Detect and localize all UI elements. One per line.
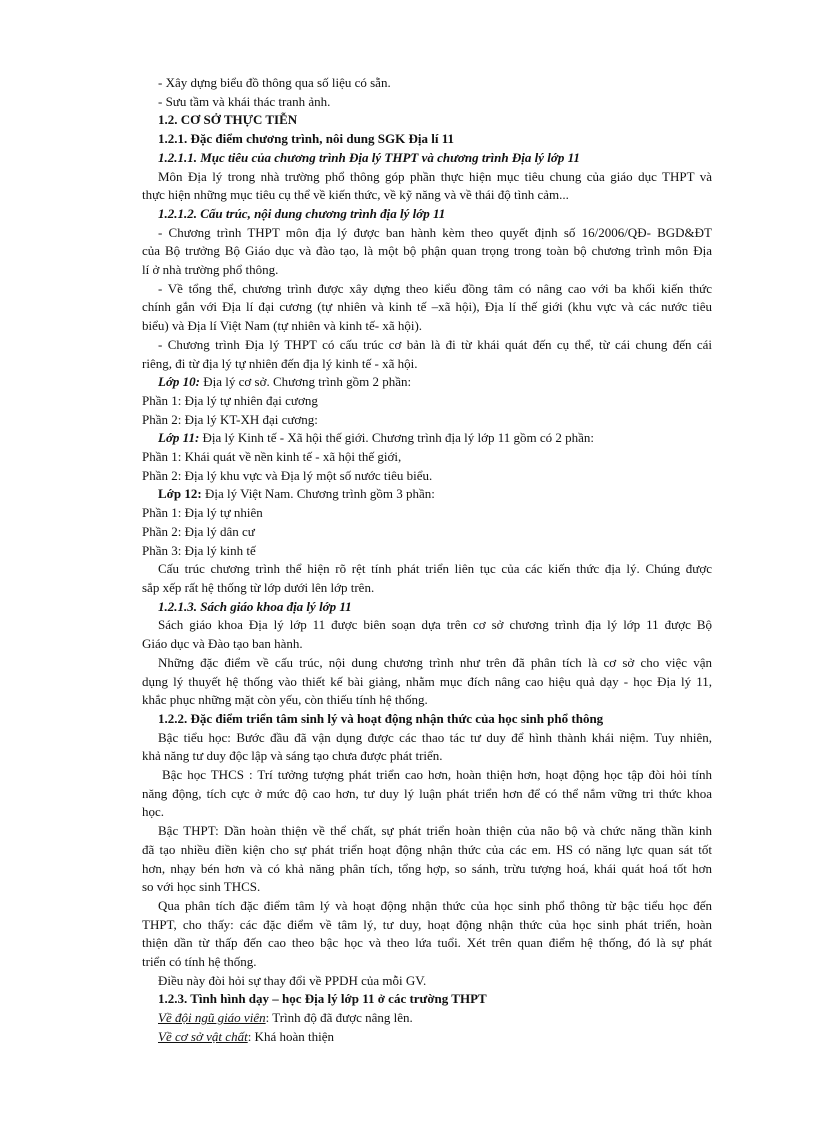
part-line: Phần 1: Địa lý tự nhiên đại cương — [142, 392, 318, 408]
paragraph-line: Bậc học THCS : Trí tưởng tượng phát triển cao hơn, hoàn thiện hơn, hoạt động học tập đòi hỏi tính — [162, 767, 712, 783]
paragraph-line: năng động, tích cực ở mức độ cao hơn, tư duy lý luận phát triển hơn để có thể nắm vững tri thức khoa — [142, 785, 712, 801]
part-line: Phần 2: Địa lý KT-XH đại cương: — [142, 411, 318, 427]
paragraph-line: Môn Địa lý trong nhà trường phổ thông góp phần thực hiện mục tiêu chung của giáo dục THPT và — [158, 168, 712, 184]
document-page — [142, 74, 712, 1047]
facilities-label: Về cơ sở vật chất — [158, 1028, 248, 1044]
paragraph-line: của Bộ trưởng Bộ Giáo dục và đào tạo, là một bộ phận quan trọng trong toàn bộ chương trình môn Địa — [142, 243, 712, 259]
grade-12-label: Lớp 12: — [158, 486, 202, 502]
paragraph-line: - Chương trình THPT môn địa lý được ban hành kèm theo quyết định số 16/2006/QĐ- BGD&ĐT — [158, 224, 712, 240]
paragraph-line: hơn, nhạy bén hơn và có khả năng phân tích, tổng hợp, so sánh, trừu tượng hoá, khái quát hoá tốt hơn — [142, 860, 712, 876]
paragraph-line: THPT, cho thấy: các đặc điểm về tâm lý, tư duy, hoạt động nhận thức của học sinh phát triển, hoàn — [142, 916, 712, 932]
paragraph-line: biểu) và Địa lí Việt Nam (tự nhiên và kinh tế- xã hội). — [142, 318, 423, 334]
paragraph-line: lí ở nhà trường phổ thông. — [142, 262, 279, 278]
paragraph-line: Những đặc điểm về cấu trúc, nội dung chương trình như trên đã phân tích là cơ sở cho việc vận — [158, 654, 712, 670]
paragraph-line: - Về tổng thể, chương trình được xây dựng theo kiểu đồng tâm có nâng cao với ba khối kiến thức — [158, 280, 712, 296]
grade-11-label: Lớp 11: — [158, 430, 200, 446]
teachers-line — [142, 1009, 712, 1028]
paragraph-line: so với học sinh THCS. — [142, 879, 261, 895]
paragraph-line: thực hiện những mục tiêu cụ thể về kiến thức, về kỹ năng và về thái độ tình cảm... — [142, 187, 569, 203]
paragraph-line: khả năng tư duy độc lập và sáng tạo chưa được phát triển. — [142, 748, 443, 764]
list-item: - Sưu tầm và khái thác tranh ảnh. — [158, 93, 331, 109]
subsubsection-heading: 1.2.1.3. Sách giáo khoa địa lý lớp 11 — [158, 598, 352, 614]
paragraph-line: đã tạo nhiều điền kiện cho sự phát triển hoạt động nhận thức của các em. HS có năng lực quan sát tốt — [142, 841, 712, 857]
facilities-text: : Khá hoàn thiện — [247, 1028, 334, 1044]
part-line: Phần 1: Khái quát về nền kinh tế - xã hội thế giới, — [142, 449, 402, 465]
grade-10-label: Lớp 10: — [158, 374, 200, 390]
grade-11-line — [142, 429, 712, 448]
paragraph-line: Bậc THPT: Dần hoàn thiện về thể chất, sự phát triển hoàn thiện của não bộ và chức năng thần kinh — [158, 823, 712, 839]
subsection-heading: 1.2.3. Tình hình dạy – học Địa lý lớp 11 ở các trường THPT — [158, 991, 487, 1007]
paragraph-line: Sách giáo khoa Địa lý lớp 11 được biên soạn dựa trên cơ sở chương trình địa lý lớp 11 được Bộ — [158, 617, 712, 633]
part-line: Phần 3: Địa lý kinh tế — [142, 542, 256, 558]
subsubsection-heading: 1.2.1.2. Cấu trúc, nội dung chương trình địa lý lớp 11 — [158, 205, 446, 221]
part-line: Phần 2: Địa lý dân cư — [142, 523, 255, 539]
paragraph-line: Bậc tiểu học: Bước đầu đã vận dụng được các thao tác tư duy để hình thành khái niệm. Tuy nhiên, — [158, 729, 712, 745]
paragraph-line: dụng lý thuyết hệ thống vào thiết kế bài giảng, nhằm mục đích nâng cao hiệu quả dạy - học Địa lý 11, — [142, 673, 712, 689]
paragraph-line: sắp xếp rất hệ thống từ lớp dưới lên lớp trên. — [142, 579, 375, 595]
section-heading: 1.2. CƠ SỞ THỰC TIỄN — [158, 112, 298, 128]
subsection-heading: 1.2.2. Đặc điểm triển tâm sinh lý và hoạt động nhận thức của học sinh phổ thông — [158, 710, 604, 726]
facilities-line — [142, 1028, 712, 1047]
paragraph-line: Qua phân tích đặc điểm tâm lý và hoạt động nhận thức của học sinh phổ thông từ bậc tiểu học đến — [158, 897, 712, 913]
part-line: Phần 1: Địa lý tự nhiên — [142, 505, 263, 521]
paragraph-line: khắc phục những mặt còn yếu, còn thiếu tính hệ thống. — [142, 692, 428, 708]
subsubsection-heading: 1.2.1.1. Mục tiêu của chương trình Địa lý THPT và chương trình Địa lý lớp 11 — [158, 149, 580, 165]
grade-12-text: Địa lý Việt Nam. Chương trình gồm 3 phần: — [201, 486, 435, 502]
teachers-label: Về đội ngũ giáo viên — [158, 1010, 266, 1026]
paragraph-line: - Chương trình Địa lý THPT có cấu trúc cơ bản là đi từ khái quát đến cụ thể, từ cái chung đến cái — [158, 336, 712, 352]
grade-12-line — [142, 485, 712, 504]
paragraph-line: thiện dần từ thấp đến cao theo bậc học và theo lứa tuổi. Xét trên quan điểm hệ thống, đó là sự phát — [142, 935, 712, 951]
grade-11-text: Địa lý Kinh tế - Xã hội thế giới. Chương trình địa lý lớp 11 gồm có 2 phần: — [199, 430, 595, 446]
list-item: - Xây dựng biểu đồ thông qua số liệu có sẵn. — [158, 75, 391, 90]
paragraph-line: Giáo dục và Đào tạo ban hành. — [142, 636, 303, 652]
paragraph-line: riêng, đi từ địa lý tự nhiên đến địa lý kinh tế - xã hội. — [142, 355, 418, 371]
grade-10-line — [142, 373, 712, 392]
paragraph-line: chính gắn với Địa lí đại cương (tự nhiên và kinh tế –xã hội), Địa lí thế giới (khu vực và các nước tiêu — [142, 299, 712, 315]
paragraph-line: học. — [142, 804, 165, 820]
teachers-text: : Trình độ đã được nâng lên. — [265, 1010, 413, 1026]
paragraph-line: Điều này đòi hỏi sự thay đổi về PPDH của mỗi GV. — [158, 972, 427, 988]
part-line: Phần 2: Địa lý khu vực và Địa lý một số nước tiêu biểu. — [142, 467, 433, 483]
subsection-heading: 1.2.1. Đặc điểm chương trình, nôi dung SGK Địa lí 11 — [158, 131, 454, 147]
grade-10-text: Địa lý cơ sở. Chương trình gồm 2 phần: — [200, 374, 412, 390]
paragraph-line: triển có tính hệ thống. — [142, 954, 257, 970]
paragraph-line: Cấu trúc chương trình thể hiện rõ rệt tính phát triển liên tục của các kiến thức địa lý. Chúng được — [158, 561, 712, 577]
